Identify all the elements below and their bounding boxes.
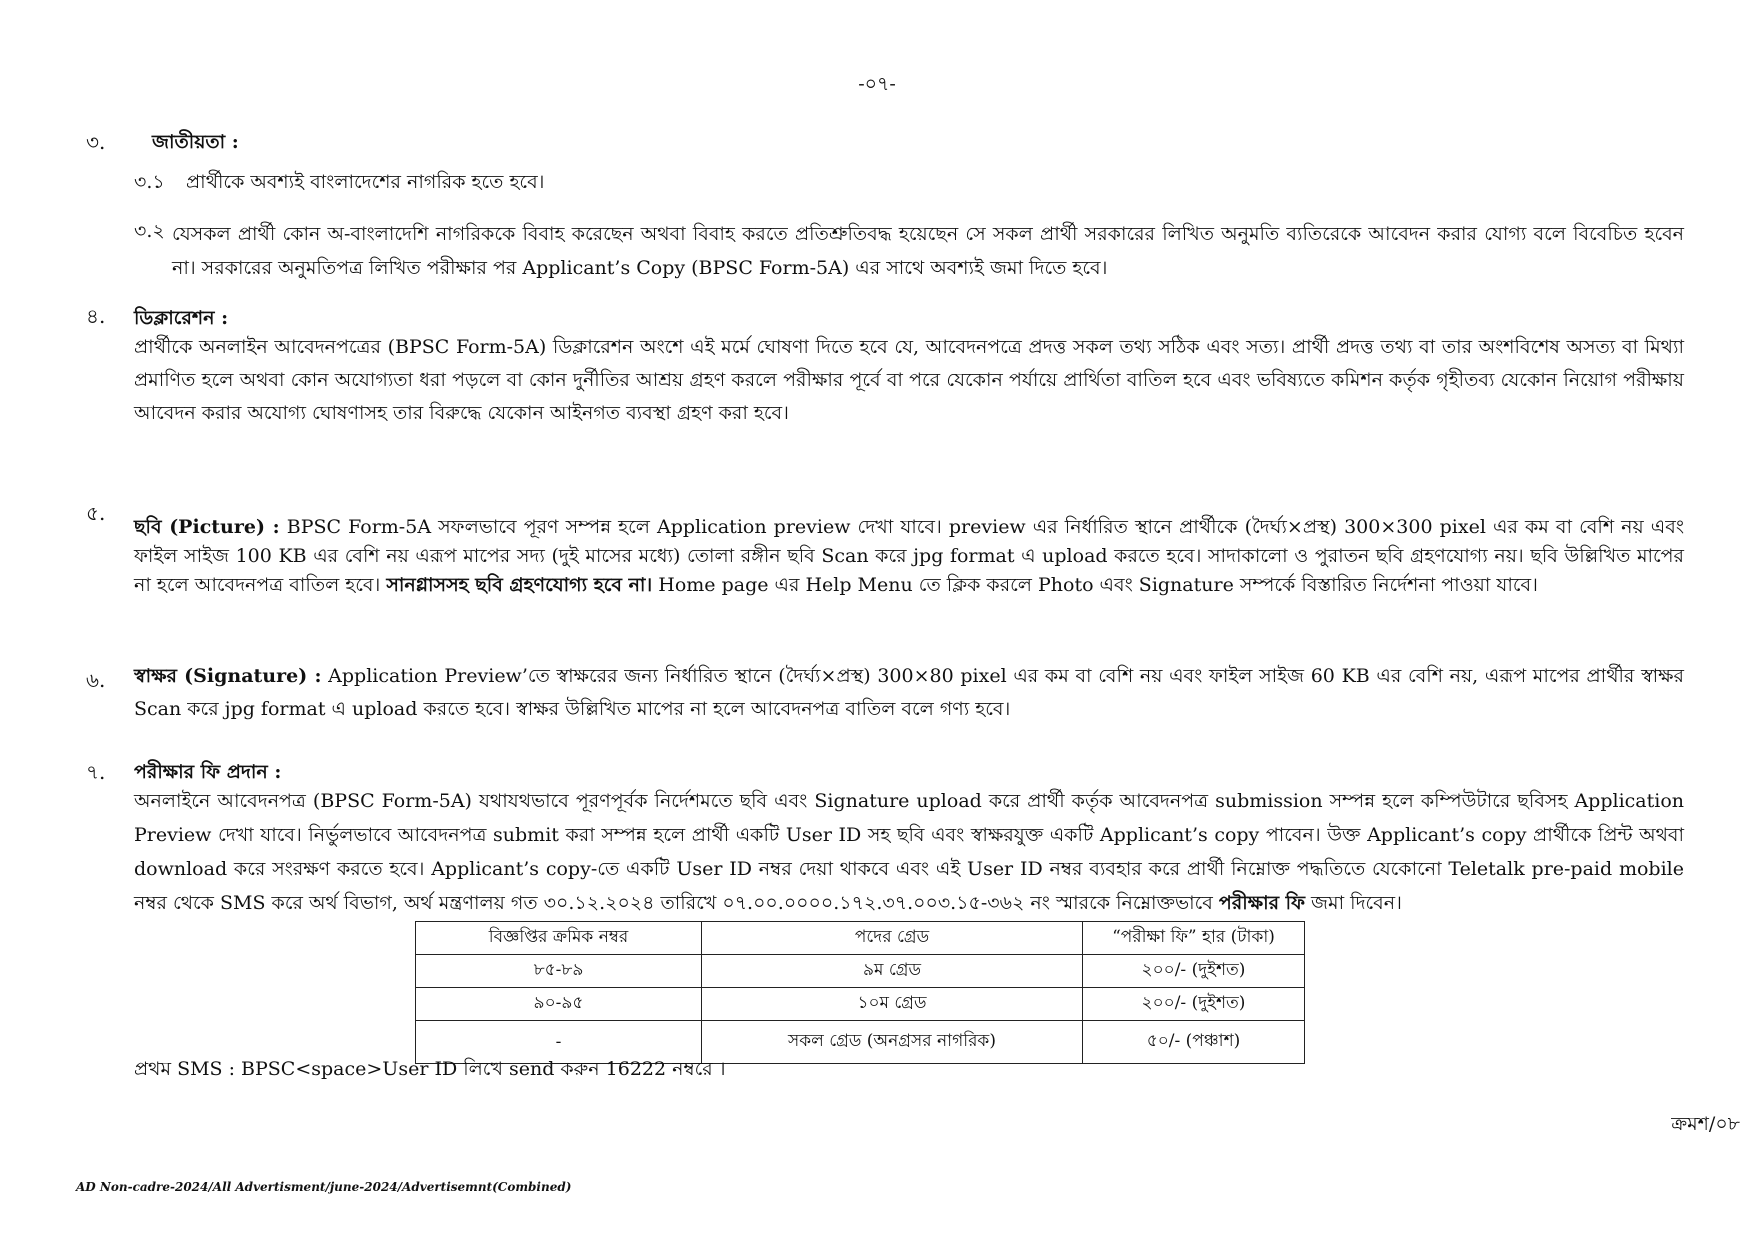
header-exam-fee: “পরীক্ষা ফি” হার (টাকা)	[1083, 922, 1305, 955]
item-text: যেসকল প্রার্থী কোন অ-বাংলাদেশি নাগরিককে বিবাহ করেছেন অথবা বিবাহ করতে প্রতিশ্রুতিবদ্ধ হয়েছেন সে সকল প্রার্থী সরকারের লিখিত অনুমতি ব্যতিরেকে আবেদন করার যোগ্য বলে বিবেচিত হবেন না। সরকারের অনুমতিপত্র লিখিত পরীক্ষার পর Applicant’s Copy (BPSC Form-5A) এর সাথে অবশ্যই জমা দিতে হবে।	[172, 223, 1684, 279]
table-cell: ২০০/- (দুইশত)	[1083, 955, 1305, 988]
table-header-row	[416, 922, 1305, 955]
section-4-heading: ডিক্লারেশন :	[134, 307, 229, 329]
exam-fee-bold: পরীক্ষার ফি	[1218, 892, 1305, 914]
table-cell: সকল গ্রেড (অনগ্রসর নাগরিক)	[702, 1021, 1083, 1064]
section-7-text	[134, 784, 1684, 920]
section-3-1-item	[134, 168, 1684, 200]
section-5-text	[134, 513, 1684, 600]
table-row	[416, 988, 1305, 1021]
section-7-heading: পরীক্ষার ফি প্রদান :	[134, 761, 282, 783]
table-cell: ২০০/- (দুইশত)	[1083, 988, 1305, 1021]
section-5-number: ৫.	[86, 501, 106, 525]
table-row	[416, 955, 1305, 988]
fee-table	[415, 921, 1305, 1064]
section-4-text: প্রার্থীকে অনলাইন আবেদনপত্রের (BPSC Form-5A) ডিক্লারেশন অংশে এই মর্মে ঘোষণা দিতে হবে যে, আবেদনপত্রে প্রদত্ত সকল তথ্য সঠিক এবং সত্য। প্রার্থী প্রদত্ত তথ্য বা তার অংশবিশেষ অসত্য বা মিথ্যা প্রমাণিত হলে অথবা কোন অযোগ্যতা ধরা পড়লে বা কোন দুর্নীতির আশ্রয় গ্রহণ করলে পরীক্ষার পূর্বে বা পরে যেকোন পর্যায়ে প্রার্থিতা বাতিল হবে এবং ভবিষ্যতে কমিশন কর্তৃক গৃহীতব্য যেকোন নিয়োগ পরীক্ষায় আবেদন করার অযোগ্য ঘোষণাসহ তার বিরুদ্ধে যেকোন আইনগত ব্যবস্থা গ্রহণ করা হবে।	[134, 336, 1684, 424]
section-5-text-a: BPSC Form-5A সফলভাবে পূরণ সম্পন্ন হলে Application preview দেখা যাবে। preview এর নির্ধারিত স্থানে প্রার্থীকে (দৈর্ঘ্য×প্রস্থ) 300×300 pixel এর কম বা বেশি নয় এবং ফাইল সাইজ 100 KB এর বেশি নয় এরূপ মাপের সদ্য (দুই মাসের মধ্যে) তোলা রঙ্গীন ছবি Scan করে jpg format এ upload করতে হবে। সাদাকালো ও পুরাতন ছবি গ্রহণযোগ্য নয়। ছবি উল্লিখিত মাপের না হলে আবেদনপত্র বাতিল হবে।	[134, 516, 1685, 596]
table-cell: ৮৫-৮৯	[416, 955, 702, 988]
continued-label: ক্রমশ/০৮	[1671, 1113, 1740, 1135]
section-6-number: ৬.	[86, 668, 106, 692]
item-number: ৩.১	[134, 171, 165, 193]
table-cell: ১০ম গ্রেড	[702, 988, 1083, 1021]
table-cell: ৯ম গ্রেড	[702, 955, 1083, 988]
section-7-number: ৭.	[86, 760, 106, 784]
section-4-number: ৪.	[86, 304, 106, 328]
section-5-heading: ছবি (Picture) :	[134, 516, 280, 538]
table-cell: ৫০/- (পঞ্চাশ)	[1083, 1021, 1305, 1064]
section-7-text-b: জমা দিবেন।	[1311, 892, 1402, 914]
section-3-number: ৩.	[86, 130, 106, 154]
table-cell: -	[416, 1021, 702, 1064]
first-sms-instruction: প্রথম SMS : BPSC<space>User ID লিখে send করুন 16222 নম্বরে ।	[134, 1058, 726, 1080]
header-circular-serial: বিজ্ঞপ্তির ক্রমিক নম্বর	[416, 922, 702, 955]
item-text: প্রার্থীকে অবশ্যই বাংলাদেশের নাগরিক হতে হবে।	[186, 171, 545, 193]
section-7-text-a: অনলাইনে আবেদনপত্র (BPSC Form-5A) যথাযথভাবে পূরণপূর্বক নির্দেশমতে ছবি এবং Signature upload করে প্রার্থী কর্তৃক আবেদনপত্র submission সম্পন্ন হলে কম্পিউটারে ছবিসহ Application Preview দেখা যাবে। নির্ভুলভাবে আবেদনপত্র submit করা সম্পন্ন হলে প্রার্থী একটি User ID সহ ছবি এবং স্বাক্ষরযুক্ত একটি Applicant’s copy পাবেন। উক্ত Applicant’s copy প্রার্থীকে প্রিন্ট অথবা download করে সংরক্ষণ করতে হবে। Applicant’s copy-তে একটি User ID নম্বর দেয়া থাকবে এবং এই User ID নম্বর ব্যবহার করে প্রার্থী নিম্নোক্ত পদ্ধতিতে যেকোনো Teletalk pre-paid mobile নম্বর থেকে SMS করে অর্থ বিভাগ, অর্থ মন্ত্রণালয় গত ৩০.১২.২০২৪ তারিখে ০৭.০০.০০০০.১৭২.৩৭.০০৩.১৫-৩৬২ নং স্মারকে নিম্নোক্তভাবে	[134, 790, 1684, 914]
footer-file-path: AD Non-cadre-2024/All Advertisment/june-2024/Advertisemnt(Combined)	[76, 1180, 572, 1194]
header-post-grade: পদের গ্রেড	[702, 922, 1083, 955]
section-3-2-item	[134, 217, 1684, 285]
sunglasses-note: সানগ্লাসসহ ছবি গ্রহণযোগ্য হবে না।	[386, 574, 653, 596]
section-6-body: Application Preview’তে স্বাক্ষরের জন্য নির্ধারিত স্থানে (দৈর্ঘ্য×প্রস্থ) 300×80 pixel এর কম বা বেশি নয় এবং ফাইল সাইজ 60 KB এর বেশি নয়, এরূপ মাপের প্রার্থীর স্বাক্ষর Scan করে jpg format এ upload করতে হবে। স্বাক্ষর উল্লিখিত মাপের না হলে আবেদনপত্র বাতিল বলে গণ্য হবে।	[134, 665, 1684, 720]
item-number: ৩.২	[134, 220, 165, 242]
section-3-heading: জাতীয়তা :	[152, 131, 239, 153]
section-5-text-b: Home page এর Help Menu তে ক্লিক করলে Photo এবং Signature সম্পর্কে বিস্তারিত নির্দেশনা পাওয়া যাবে।	[658, 574, 1538, 596]
table-cell: ৯০-৯৫	[416, 988, 702, 1021]
section-6-text	[134, 660, 1684, 726]
section-6-heading: স্বাক্ষর (Signature) :	[134, 665, 322, 687]
page-number: -০৭-	[858, 73, 896, 95]
